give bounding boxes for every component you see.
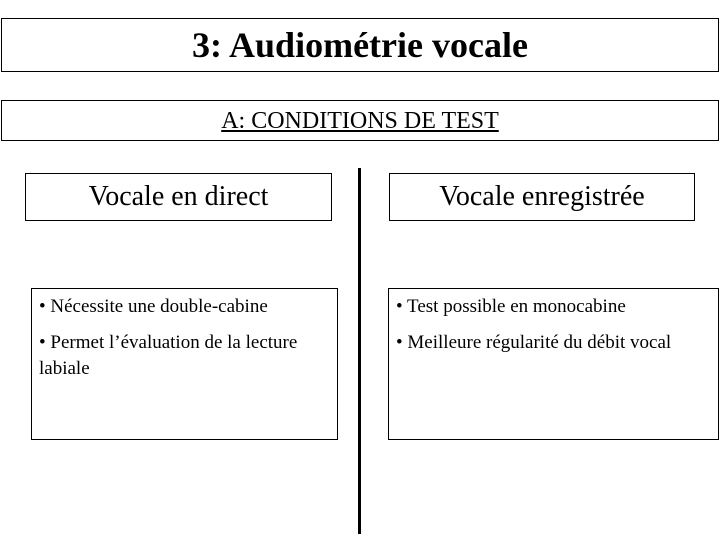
bullet-item: • Meilleure régularité du débit vocal: [396, 332, 672, 354]
title-box: [1, 18, 719, 72]
left-heading: Vocale en direct: [88, 181, 269, 212]
bullet-item: • Nécessite une double-cabine: [39, 296, 268, 317]
section-subtitle: A: CONDITIONS DE TEST: [221, 107, 499, 134]
subtitle-box: [1, 100, 719, 141]
left-content-box: [31, 288, 338, 440]
left-heading-box: [25, 173, 332, 221]
bullet-item: • Test possible en monocabine: [396, 296, 626, 317]
right-heading: Vocale enregistrée: [439, 181, 645, 212]
slide-title: 3: Audiométrie vocale: [192, 25, 528, 65]
bullet-item: • Permet l’évaluation de la lecture labiale: [39, 332, 298, 380]
column-divider: [358, 168, 361, 534]
right-content-box: [388, 288, 719, 440]
right-heading-box: [389, 173, 695, 221]
